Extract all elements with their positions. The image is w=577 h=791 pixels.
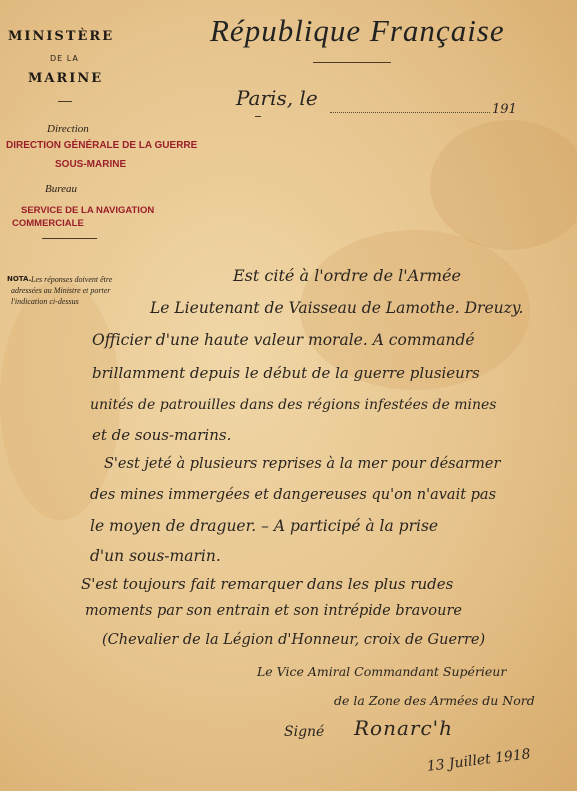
direction-label: Direction: [47, 123, 89, 135]
place-label: Paris, le: [236, 86, 318, 110]
page-title: République Française: [210, 13, 505, 48]
body-line-4: brillamment depuis le début de la guerre plusieurs: [92, 364, 480, 382]
bureau-value-line1: SERVICE DE LA NAVIGATION: [21, 205, 155, 216]
ministry-line1: MINISTÈRE: [8, 29, 115, 44]
body-line-7: S'est jeté à plusieurs reprises à la mer pour désarmer: [104, 456, 501, 472]
body-line-12: moments par son entrain et son intrépide bravoure: [85, 603, 462, 619]
nota-line1: Les réponses doivent être: [31, 275, 113, 284]
direction-value-line1: DIRECTION GÉNÉRALE DE LA GUERRE: [6, 140, 198, 151]
body-line-13: (Chevalier de la Légion d'Honneur, croix de Guerre): [102, 632, 486, 648]
divider: [42, 238, 97, 239]
nota-line2: adressées au Ministre et porter: [11, 286, 111, 295]
signature-date: 13 Juillet 1918: [426, 746, 532, 775]
body-line-1: Est cité à l'ordre de l'Armée: [233, 266, 461, 285]
signed-label: Signé: [284, 724, 325, 740]
body-line-11: S'est toujours fait remarquer dans les plus rudes: [81, 575, 454, 593]
nota-line3: l'indication ci-dessus: [11, 297, 79, 306]
body-line-3: Officier d'une haute valeur morale. A commandé: [92, 331, 475, 349]
divider: [58, 101, 72, 102]
direction-value-line2: SOUS-MARINE: [55, 159, 127, 170]
year-prefix: 191: [492, 102, 517, 117]
ministry-line2: DE LA: [50, 54, 79, 63]
body-line-10: d'un sous-marin.: [90, 547, 221, 565]
paper-stain: [430, 120, 577, 250]
body-line-9: le moyen de draguer. – A participé à la prise: [90, 517, 439, 535]
body-line-5: unités de patrouilles dans des régions infestées de mines: [90, 397, 497, 413]
divider: [313, 62, 391, 63]
bureau-value-line2: COMMERCIALE: [12, 218, 84, 229]
body-line-6: et de sous-marins.: [92, 426, 232, 444]
bureau-label: Bureau: [45, 183, 77, 195]
signature-title-line1: Le Vice Amiral Commandant Supérieur: [257, 664, 507, 679]
divider: [255, 116, 261, 117]
body-line-8: des mines immergées et dangereuses qu'on n'avait pas: [90, 487, 497, 503]
ministry-line3: MARINE: [28, 71, 104, 86]
body-line-2: Le Lieutenant de Vaisseau de Lamothe. Dreuzy.: [150, 299, 524, 317]
date-line: [330, 112, 490, 113]
signature-name: Ronarc'h: [354, 716, 454, 740]
signature-title-line2: de la Zone des Armées du Nord: [334, 693, 535, 708]
nota-label: NOTA.: [7, 275, 32, 283]
